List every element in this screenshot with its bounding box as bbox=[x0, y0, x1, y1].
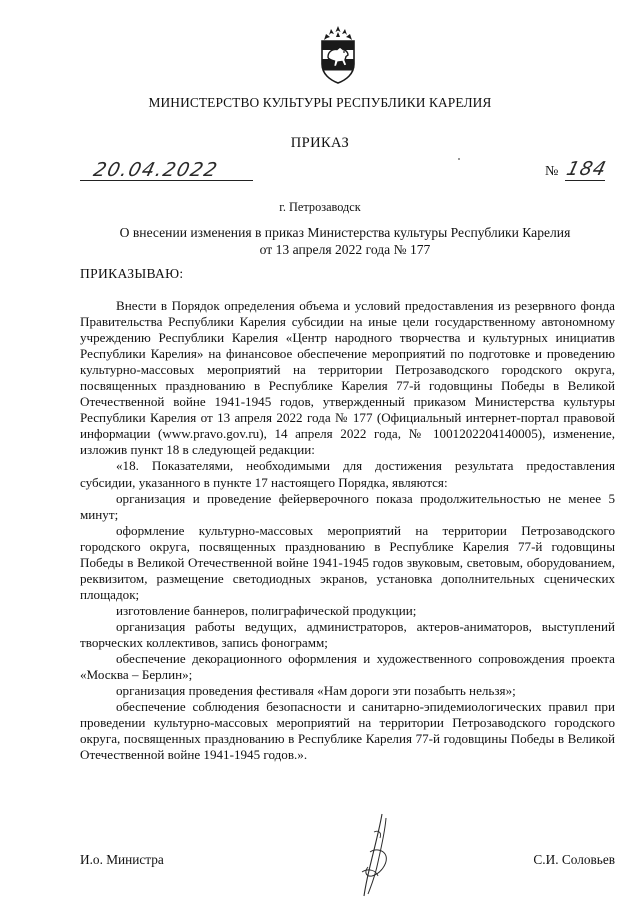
order-date-field bbox=[80, 161, 253, 183]
paragraph-moscow-berlin: обеспечение декорационного оформления и художественного сопровождения проекта «Москва – Берлин»; bbox=[80, 651, 615, 683]
paragraph-festival: организация проведения фестиваля «Нам дороги эти позабыть нельзя»; bbox=[116, 683, 516, 699]
paragraph-point-18: «18. Показателями, необходимыми для достижения результата предоставления субсидии, указанного в пункте 17 настоящего Порядка, являются: bbox=[80, 458, 615, 490]
subject-line-2: от 13 апреля 2022 года № 177 bbox=[259, 242, 431, 257]
place-of-issue: г. Петрозаводск bbox=[279, 200, 361, 214]
paragraph-banners: изготовление баннеров, полиграфической продукции; bbox=[116, 602, 417, 618]
paragraph-hosts: организация работы ведущих, администраторов, актеров-аниматоров, выступлений творческих коллективов, запись фонограмм; bbox=[80, 618, 615, 650]
signatory-role: И.о. Министра bbox=[80, 852, 164, 867]
date-underline bbox=[80, 180, 253, 181]
paragraph-safety: обеспечение соблюдения безопасности и санитарно-эпидемиологических правил при проведении культурно-массовых мероприятий на территории Петрозаводского городского округа, посвященных празднованию в Республике Карелия 77-й годовщины Победы в Великой Отечественной войне 1941-1945 годов.». bbox=[80, 699, 615, 763]
order-date: 20.04.2022 bbox=[91, 159, 221, 181]
signatory-name: С.И. Соловьев bbox=[533, 852, 615, 867]
ministry-name: МИНИСТЕРСТВО КУЛЬТУРЫ РЕСПУБЛИКИ КАРЕЛИЯ bbox=[148, 95, 492, 110]
paragraph-fireworks: организация и проведение фейерверочного показа продолжительностью не менее 5 минут; bbox=[80, 490, 615, 522]
order-number-field bbox=[545, 158, 610, 183]
scan-speck bbox=[458, 158, 460, 160]
document-type-title: ПРИКАЗ bbox=[290, 135, 350, 151]
paragraph-decoration: оформление культурно-массовых мероприятий на территории Петрозаводского городского округа, посвященных празднованию в Республике Карелия 77-й годовщины Победы в Великой Отечественной войне 1941-1945 годов звуковым, световым, оборудованием, реквизитом, размещение светодиодных экранов, установка дополнительных сценических площадок; bbox=[80, 522, 615, 602]
karelia-coat-of-arms-icon bbox=[318, 26, 358, 84]
subject-line-1: О внесении изменения в приказ Министерства культуры Республики Карелия bbox=[119, 225, 571, 240]
number-sign: № bbox=[545, 164, 559, 179]
order-directive-word: ПРИКАЗЫВАЮ: bbox=[80, 266, 184, 281]
number-underline bbox=[565, 180, 605, 181]
order-body bbox=[80, 298, 615, 763]
signature-block bbox=[80, 852, 615, 872]
order-subject bbox=[80, 224, 610, 258]
order-number: 184 bbox=[564, 158, 610, 180]
paragraph-main: Внести в Порядок определения объема и условий предоставления из резервного фонда Правительства Республики Карелия субсидии на иные цели государственному автономному учреждению Республики Карелия «Центр народного творчества и культурных инициатив Республики Карелия» на финансовое обеспечение мероприятий по подготовке и проведению культурно-массовых мероприятий на территории Петрозаводского городского округа, посвященных празднованию в Республике Карелия 77-й годовщины Победы в Великой Отечественной войне 1941-1945 годов, утвержденный приказом Министерства культуры Республики Карелия от 13 апреля 2022 года № 177 (Официальный интернет-портал правовой информации (www.pravo.gov.ru), 14 апреля 2022 года, № 1001202204140005), изменение, изложив пункт 18 в следующей редакции: bbox=[80, 298, 615, 458]
